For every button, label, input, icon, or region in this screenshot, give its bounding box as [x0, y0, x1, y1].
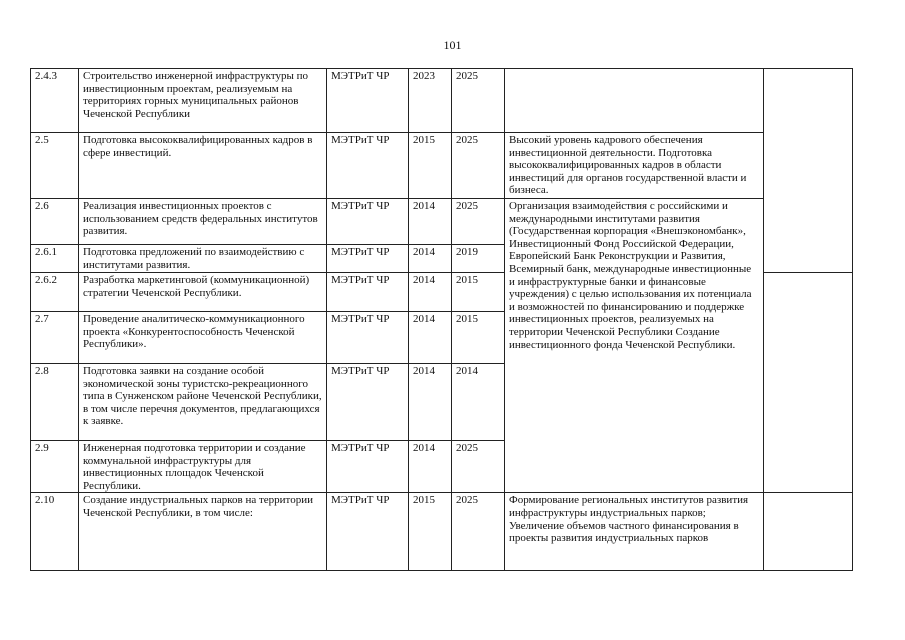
start-year: 2015	[409, 133, 452, 199]
table-row	[31, 69, 853, 133]
activity-name: Подготовка предложений по взаимодействию с институтами развития.	[79, 245, 327, 273]
expected-result: Высокий уровень кадрового обеспечения инвестиционной деятельности. Подготовка высококвалифицированных кадров в области инвестиций для органов государственной власти и бизнеса.	[505, 133, 764, 199]
executor: МЭТРиТ ЧР	[327, 273, 409, 312]
activity-name: Инженерная подготовка территории и создание коммунальной инфраструктуры для инвестиционных площадок Чеченской Республики.	[79, 441, 327, 493]
activity-name: Создание индустриальных парков на территории Чеченской Республики, в том числе:	[79, 493, 327, 571]
start-year: 2014	[409, 245, 452, 273]
end-year: 2025	[452, 493, 505, 571]
row-number: 2.6.1	[31, 245, 79, 273]
start-year: 2014	[409, 364, 452, 441]
executor: МЭТРиТ ЧР	[327, 69, 409, 133]
executor: МЭТРиТ ЧР	[327, 493, 409, 571]
expected-result: Формирование региональных институтов развития инфраструктуры индустриальных парков; Увеличение объемов частного финансирования в проекты развития индустриальных парков	[505, 493, 764, 571]
activity-name: Реализация инвестиционных проектов с использованием средств федеральных институтов развития.	[79, 199, 327, 245]
start-year: 2014	[409, 312, 452, 364]
executor: МЭТРиТ ЧР	[327, 364, 409, 441]
row-number: 2.6.2	[31, 273, 79, 312]
expected-result	[505, 69, 764, 133]
start-year: 2014	[409, 273, 452, 312]
indicator-cell	[764, 69, 853, 273]
start-year: 2015	[409, 493, 452, 571]
end-year: 2015	[452, 312, 505, 364]
row-number: 2.4.3	[31, 69, 79, 133]
table-row	[31, 199, 853, 245]
end-year: 2025	[452, 133, 505, 199]
page-number: 101	[443, 38, 462, 52]
activity-name: Подготовка высококвалифицированных кадров в сфере инвестиций.	[79, 133, 327, 199]
executor: МЭТРиТ ЧР	[327, 312, 409, 364]
activity-name: Проведение аналитическо-коммуникационного проекта «Конкурентоспособность Чеченской Республики».	[79, 312, 327, 364]
executor: МЭТРиТ ЧР	[327, 133, 409, 199]
table-row	[31, 493, 853, 571]
start-year: 2014	[409, 199, 452, 245]
end-year: 2014	[452, 364, 505, 441]
row-number: 2.6	[31, 199, 79, 245]
row-number: 2.5	[31, 133, 79, 199]
end-year: 2015	[452, 273, 505, 312]
executor: МЭТРиТ ЧР	[327, 441, 409, 493]
row-number: 2.8	[31, 364, 79, 441]
activity-name: Строительство инженерной инфраструктуры по инвестиционным проектам, реализуемым на территориях горных муниципальных районов Чеченской Республики	[79, 69, 327, 133]
executor: МЭТРиТ ЧР	[327, 245, 409, 273]
end-year: 2025	[452, 199, 505, 245]
start-year: 2014	[409, 441, 452, 493]
row-number: 2.9	[31, 441, 79, 493]
row-number: 2.7	[31, 312, 79, 364]
activity-name: Разработка маркетинговой (коммуникационной) стратегии Чеченской Республики.	[79, 273, 327, 312]
row-number: 2.10	[31, 493, 79, 571]
action-plan-table	[30, 68, 853, 571]
end-year: 2025	[452, 69, 505, 133]
end-year: 2019	[452, 245, 505, 273]
executor: МЭТРиТ ЧР	[327, 199, 409, 245]
indicator-cell	[764, 273, 853, 493]
indicator-cell	[764, 493, 853, 571]
table-row	[31, 133, 853, 199]
activity-name: Подготовка заявки на создание особой экономической зоны туристско-рекреационного типа в Сунженском районе Чеченской Республики, в том числе перечня документов, предлагающихся к заявке.	[79, 364, 327, 441]
start-year: 2023	[409, 69, 452, 133]
end-year: 2025	[452, 441, 505, 493]
expected-result: Организация взаимодействия с российскими и международными институтами развития (Государственная корпорация «Внешэкономбанк», Инвестиционный Фонд Российской Федерации, Европейский Банк Реконструкции и Развития, Всемирный банк, международные инвестиционные и инфраструктурные банки и финансовые учреждения) с целью использования их потенциала и возможностей по финансированию и поддержке инвестиционных проектов, реализуемых на территории Чеченской Республики Создание инвестиционного фонда Чеченской Республики.	[505, 199, 764, 493]
